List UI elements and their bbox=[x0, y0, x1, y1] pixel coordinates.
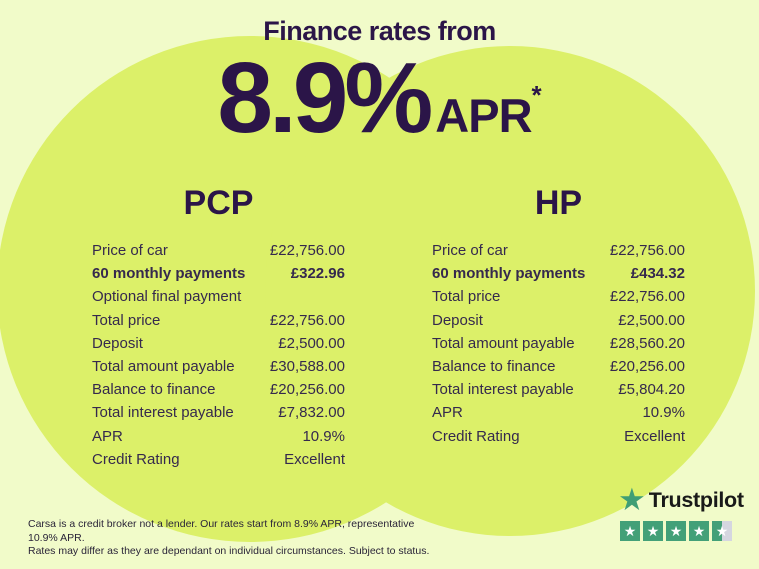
row-value: £434.32 bbox=[630, 265, 685, 283]
row-value: £22,756.00 bbox=[609, 242, 685, 259]
legal-disclaimer bbox=[28, 518, 438, 559]
hero-rate bbox=[0, 42, 759, 154]
apr-asterisk: * bbox=[531, 80, 542, 110]
table-row bbox=[92, 378, 345, 401]
banner-title: Finance rates from bbox=[263, 16, 496, 46]
row-value: Excellent bbox=[624, 427, 685, 445]
row-label: Credit Rating bbox=[432, 427, 520, 445]
row-label: Price of car bbox=[432, 242, 508, 259]
table-row bbox=[92, 309, 345, 332]
row-label: Credit Rating bbox=[92, 450, 180, 468]
row-value: £22,756.00 bbox=[269, 242, 345, 259]
disclaimer-line-1: Carsa is a credit broker not a lender. Our rates start from 8.9% APR, representative 10.9% APR. bbox=[28, 518, 415, 544]
hp-heading: HP bbox=[534, 184, 583, 222]
row-label: Deposit bbox=[92, 334, 143, 352]
table-row bbox=[432, 309, 685, 332]
row-label: Balance to finance bbox=[432, 357, 556, 375]
table-row bbox=[432, 285, 685, 308]
row-value: £28,560.20 bbox=[609, 334, 685, 352]
row-label: Total price bbox=[92, 311, 161, 329]
rating-star-icon: ★ bbox=[643, 521, 663, 541]
row-value: £30,588.00 bbox=[269, 357, 345, 375]
row-value: £5,804.20 bbox=[618, 381, 685, 399]
row-value: £322.96 bbox=[290, 265, 345, 283]
table-row bbox=[92, 448, 345, 471]
table-row bbox=[432, 262, 685, 285]
rating-star-icon: ★ bbox=[689, 521, 709, 541]
trustpilot-logo bbox=[618, 482, 748, 517]
table-row bbox=[92, 332, 345, 355]
table-row bbox=[432, 355, 685, 378]
row-label: Total interest payable bbox=[432, 381, 574, 399]
table-row bbox=[92, 425, 345, 448]
row-label: APR bbox=[432, 404, 463, 422]
table-row bbox=[432, 239, 685, 262]
trustpilot-wordmark: Trustpilot bbox=[648, 487, 744, 512]
trustpilot-star-icon: ★ bbox=[618, 482, 646, 517]
row-value: 10.9% bbox=[302, 427, 345, 445]
table-row bbox=[92, 355, 345, 378]
row-label: Optional final payment bbox=[92, 288, 242, 306]
row-label: 60 monthly payments bbox=[92, 265, 246, 283]
table-row bbox=[432, 401, 685, 424]
table-row bbox=[432, 332, 685, 355]
trustpilot-badge[interactable] bbox=[618, 482, 748, 541]
rating-star-icon: ★ bbox=[666, 521, 686, 541]
row-label: Deposit bbox=[432, 311, 483, 329]
row-label: Total amount payable bbox=[92, 357, 235, 375]
row-value: £2,500.00 bbox=[618, 311, 685, 329]
pcp-heading: PCP bbox=[183, 184, 254, 222]
pcp-table bbox=[92, 239, 345, 471]
table-row bbox=[92, 401, 345, 424]
apr-label: APR bbox=[435, 89, 532, 142]
row-value: £22,756.00 bbox=[269, 311, 345, 329]
rating-star-icon: ★ bbox=[620, 521, 640, 541]
rating-star-half-icon: ★ bbox=[712, 521, 732, 541]
row-value: £7,832.00 bbox=[278, 404, 345, 422]
row-value: £2,500.00 bbox=[278, 334, 345, 352]
row-value: 10.9% bbox=[642, 404, 685, 422]
row-value: £20,256.00 bbox=[269, 381, 345, 399]
row-value: £22,756.00 bbox=[609, 288, 685, 306]
row-value: Excellent bbox=[284, 450, 345, 468]
row-label: Total amount payable bbox=[432, 334, 575, 352]
hp-table bbox=[432, 239, 685, 448]
table-row bbox=[432, 425, 685, 448]
rate-value: 8.9% bbox=[217, 42, 430, 154]
row-label: APR bbox=[92, 427, 123, 445]
table-row bbox=[92, 239, 345, 262]
row-value: £20,256.00 bbox=[609, 357, 685, 375]
table-row bbox=[92, 262, 345, 285]
row-label: Balance to finance bbox=[92, 381, 216, 399]
table-row bbox=[432, 378, 685, 401]
hp-column bbox=[432, 184, 685, 448]
trustpilot-rating-stars bbox=[620, 521, 748, 541]
table-row bbox=[92, 285, 345, 308]
row-label: 60 monthly payments bbox=[432, 265, 586, 283]
row-label: Total interest payable bbox=[92, 404, 234, 422]
disclaimer-line-2: Rates may differ as they are dependant on individual circumstances. Subject to status. bbox=[28, 545, 430, 557]
row-label: Price of car bbox=[92, 242, 168, 259]
row-label: Total price bbox=[432, 288, 501, 306]
pcp-column bbox=[92, 184, 345, 471]
